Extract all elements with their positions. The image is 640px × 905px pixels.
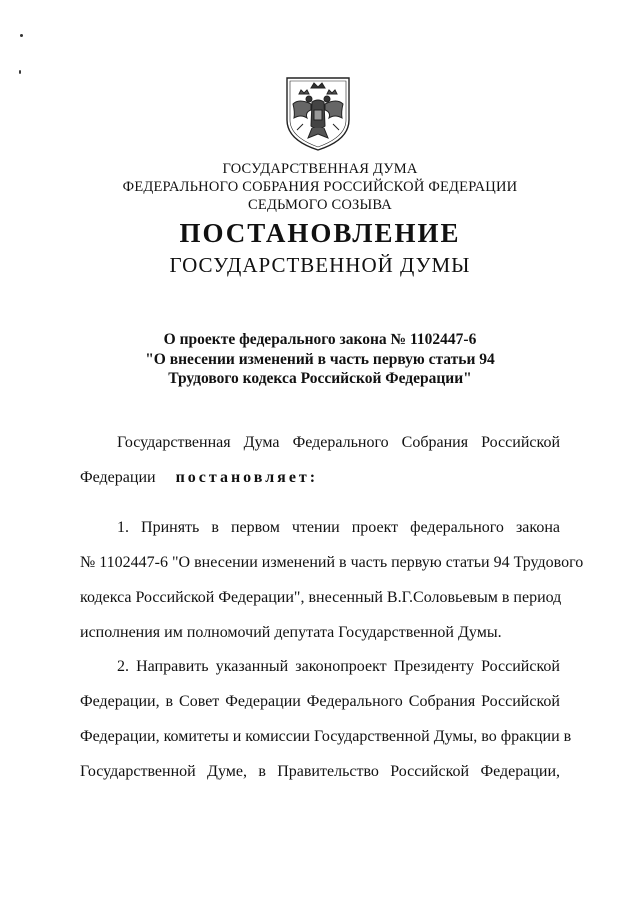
paragraph-2-line-1: 2. Направить указанный законопроект Президенту Российской	[117, 658, 560, 675]
intro-line-1: Государственная Дума Федерального Собрания Российской	[117, 434, 560, 451]
scan-speck	[19, 70, 21, 74]
issuer-line-2: ФЕДЕРАЛЬНОГО СОБРАНИЯ РОССИЙСКОЙ ФЕДЕРАЦИИ	[122, 179, 518, 195]
issuer-line-3: СЕДЬМОГО СОЗЫВА	[248, 197, 392, 213]
issuer-block	[0, 160, 640, 214]
intro-line-2	[80, 468, 560, 488]
paragraph-1-line-1: 1. Принять в первом чтении проект федерального закона	[117, 519, 560, 536]
issuer-line-1: ГОСУДАРСТВЕННАЯ ДУМА	[222, 161, 418, 177]
subject-line-2: "О внесении изменений в часть первую статьи 94	[145, 350, 495, 368]
document-type-title: ПОСТАНОВЛЕНИЕ	[179, 218, 461, 248]
russian-coat-of-arms-icon	[281, 74, 355, 152]
subject-line-3: Трудового кодекса Российской Федерации"	[168, 370, 472, 387]
paragraph-2-line-4: Государственной Думе, в Правительство Российской Федерации,	[80, 763, 560, 780]
paragraph-1-line-3: кодекса Российской Федерации", внесенный В.Г.Соловьевым в период	[80, 589, 562, 606]
paragraph-2-line-3: Федерации, комитеты и комиссии Государственной Думы, во фракции в	[80, 728, 572, 745]
intro-line-2-start: Федерации	[80, 469, 156, 486]
document-subject	[0, 330, 640, 389]
scan-speck	[20, 34, 23, 37]
paragraph-1-line-2: № 1102447-6 "О внесении изменений в часть первую статьи 94 Трудового	[80, 554, 584, 571]
paragraph-1-line-4: исполнения им полномочий депутата Государственной Думы.	[80, 624, 502, 641]
resolves-verb: постановляет:	[175, 469, 319, 486]
paragraph-2-line-2: Федерации, в Совет Федерации Федерального Собрания Российской	[80, 693, 560, 710]
document-type-subtitle: ГОСУДАРСТВЕННОЙ ДУМЫ	[169, 253, 471, 277]
subject-line-1: О проекте федерального закона № 1102447-6	[163, 331, 477, 348]
